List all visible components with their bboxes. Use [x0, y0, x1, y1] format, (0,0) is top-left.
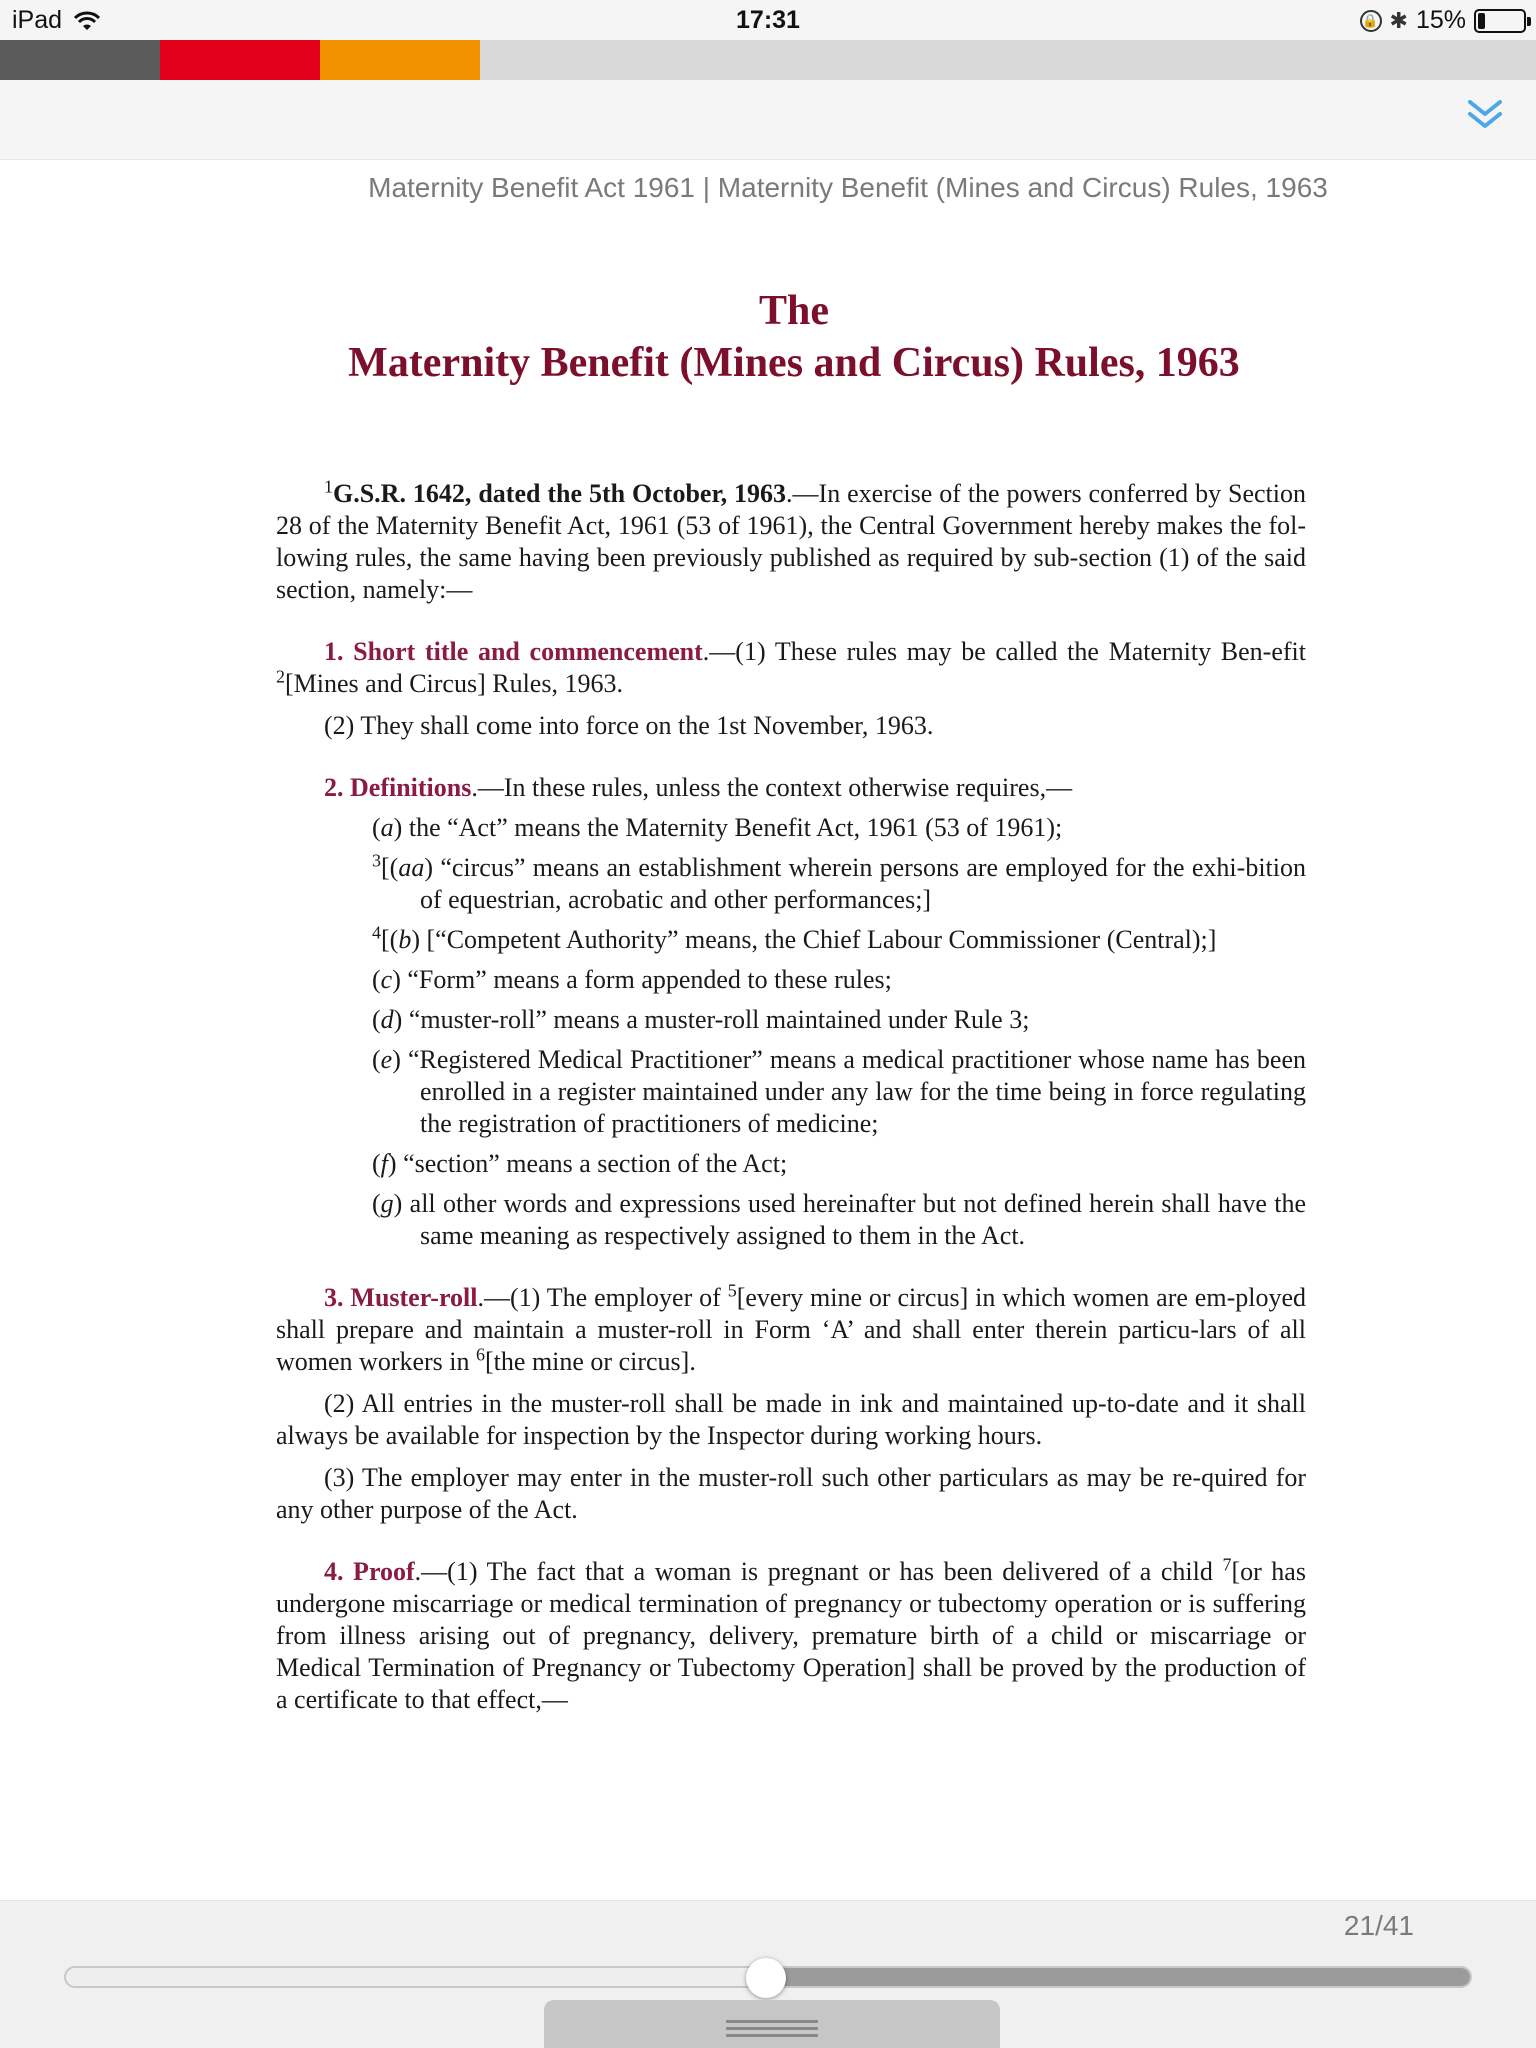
slider-thumb[interactable] [746, 1958, 786, 1998]
rule-3: 3. Muster-roll.—(1) The employer of $^5$[every mine or circus] in which women are em-ployed shall prepare and maintain a muster-roll in Form ‘A’ and shall enter therein particu-lars of all women workers in $^6$[the mine or circus]. [276, 1280, 1306, 1376]
color-segment-red [160, 40, 320, 80]
rule-3-sub-2: (2) All entries in the muster-roll shall be made in ink and maintained up-to-date and it shall always be available for inspection by the Inspector during working hours. [276, 1389, 1306, 1450]
definition-label: e [380, 1045, 393, 1074]
status-bar [0, 0, 1536, 40]
definition-item: (f) “section” means a section of the Act; [372, 1149, 788, 1178]
definition-item: (c) “Form” means a form appended to these rules; [372, 965, 892, 994]
rule-heading: 4. Proof [324, 1557, 415, 1586]
clock: 17:31 [736, 6, 800, 34]
definition-item: (a) the “Act” means the Maternity Benefit Act, 1961 (53 of 1961); [372, 813, 1063, 842]
definition-label: d [380, 1005, 394, 1034]
footnote-ref[interactable]: 4 [372, 922, 381, 943]
rule-1: 1. Short title and commencement.—(1) These rules may be called the Maternity Ben-efit $^2$[Mines and Circus] Rules, 1963. [276, 637, 1306, 698]
definition-label: a [380, 813, 394, 842]
title-line-1: The [758, 288, 829, 334]
footnote-ref[interactable]: 3 [372, 850, 381, 871]
rule-4: 4. Proof.—(1) The fact that a woman is pregnant or has been delivered of a child $^7$[or has undergone miscarriage or medical termination of pregnancy or tubectomy operation or is suffering from illness arising out of pregnancy, delivery, premature birth of a child or miscarriage or Medical Termination of Pregnancy or Tubectomy Operation] shall be proved by the production of a certificate to that effect,— [276, 1554, 1306, 1714]
rotation-lock-icon: 🔒 [1360, 10, 1382, 32]
chapter-color-strip [0, 40, 1536, 80]
battery-percent: 15% [1415, 6, 1466, 34]
footnote-ref[interactable]: 6 [476, 1344, 486, 1365]
definition-item: (g) all other words and expressions used hereinafter but not defined herein shall have the same meaning as respectively assigned to them in the Act. [372, 1189, 1306, 1250]
footnote-ref[interactable]: 2 [276, 666, 285, 687]
color-segment-gray [0, 40, 160, 80]
reader-toolbar [0, 80, 1536, 160]
definition-label: aa [398, 853, 425, 882]
footnote-ref[interactable]: 7 [1222, 1554, 1232, 1575]
title-line-2: Maternity Benefit (Mines and Circus) Rules, 1963 [348, 340, 1240, 386]
footnote-ref[interactable]: 1 [324, 476, 333, 497]
definition-item: $^4$[(b) [“Competent Authority” means, the Chief Labour Commissioner (Central);] [372, 922, 1217, 954]
rule-1-sub-2: (2) They shall come into force on the 1st November, 1963. [324, 711, 934, 740]
color-segment-orange [320, 40, 480, 80]
running-header: Maternity Benefit Act 1961 | Maternity Benefit (Mines and Circus) Rules, 1963 [368, 172, 1328, 203]
definition-label: g [380, 1189, 394, 1218]
definition-label: b [398, 925, 412, 954]
definition-label: c [380, 965, 393, 994]
rule-heading: 2. Definitions [324, 773, 472, 802]
preamble: $^1$G.S.R. 1642, dated the 5th October, 1963.—In exercise of the powers conferred by Section 28 of the Maternity Benefit Act, 1961 (53 of 1961), the Central Government hereby makes the fol-lowing rules, the same having been previously published as required by sub-section (1) of the said section, namely:— [276, 476, 1306, 604]
document-title [0, 285, 1536, 389]
double-chevron-down-icon[interactable] [1460, 90, 1510, 140]
definition-item: (d) “muster-roll” means a muster-roll maintained under Rule 3; [372, 1005, 1030, 1034]
bluetooth-icon: ✱ [1389, 7, 1408, 33]
page-indicator: 21/41 [1343, 1910, 1414, 1941]
definition-item: (e) “Registered Medical Practitioner” means a medical practitioner whose name has been enrolled in a register maintained under any law for the time being in force regulating the registration of practitioners of medicine; [372, 1045, 1306, 1138]
definition-label: f [380, 1149, 388, 1178]
page-content [276, 478, 1306, 1716]
footnote-ref[interactable]: 5 [727, 1280, 737, 1301]
definitions-list [276, 812, 1306, 1252]
definition-item: $^3$[(aa) “circus” means an establishment wherein persons are employed for the exhi-bition of equestrian, acrobatic and other performances;] [372, 850, 1306, 914]
rule-heading: 1. Short title and commencement [324, 637, 703, 666]
battery-icon [1474, 9, 1526, 33]
rule-heading: 3. Muster-roll [324, 1283, 478, 1312]
rule-3-sub-3: (3) The employer may enter in the muster-roll such other particulars as may be re-quired for any other purpose of the Act. [276, 1463, 1306, 1524]
battery-fill [1478, 13, 1485, 29]
rule-2: 2. Definitions.—In these rules, unless the context otherwise requires,— [324, 773, 1073, 802]
notification-ref: G.S.R. 1642, dated the 5th October, 1963 [333, 479, 787, 508]
slider-fill [766, 1968, 1470, 1986]
drawer-handle[interactable] [544, 2000, 1000, 2048]
device-label: iPad [12, 6, 63, 34]
